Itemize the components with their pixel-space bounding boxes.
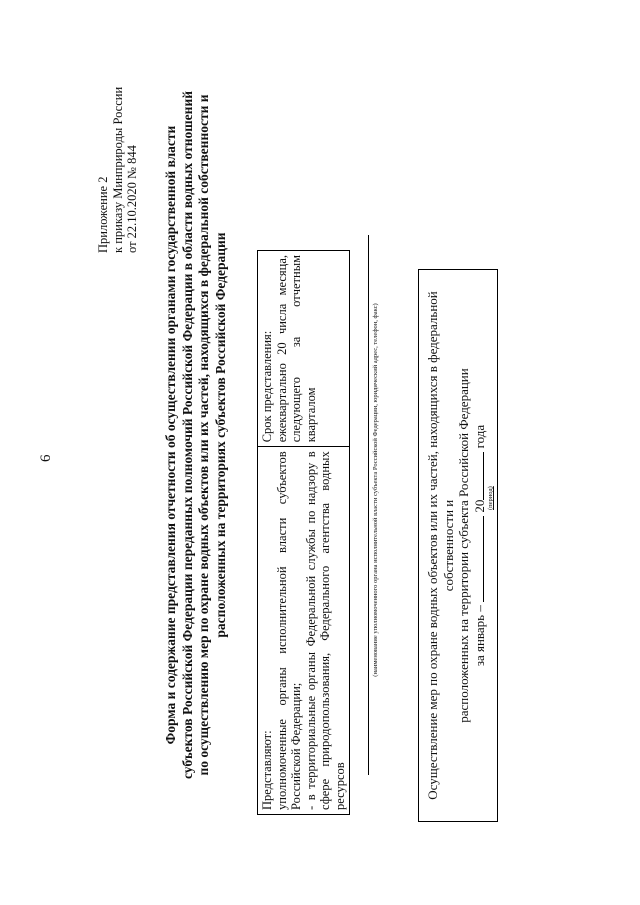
deadline-text: ежеквартально 20 числа месяца, следующего за отчетным кварталом [274, 255, 318, 443]
appendix-line: от 22.10.2020 № 844 [125, 145, 139, 253]
period-prefix: за январь – [471, 605, 487, 667]
title-line: по осуществлению мер по охране водных объектов или их частей, находящихся в федеральной собственности и [196, 94, 211, 776]
title-line: Форма и содержание представления отчетности об осуществлении органами государственной власти [163, 125, 178, 745]
year-suffix: года [471, 424, 487, 449]
appendix-header [96, 87, 140, 253]
appendix-line: Приложение 2 [96, 176, 110, 253]
submitters-recipients: - в территориальные органы Федеральной службы по надзору в сфере природопользования, Федерального агентства водных ресурсов [303, 451, 347, 810]
document-title [163, 85, 229, 785]
submitters-cell [258, 447, 350, 815]
deadline-heading: Срок представления: [260, 330, 274, 443]
year-blank [483, 452, 484, 500]
org-name-caption: (наименование уполномоченного органа исполнительной власти субъекта Российской Федерации, юридический адрес, телефон, факс) [372, 303, 379, 677]
year-prefix: 20 [471, 499, 487, 513]
report-title-box [418, 269, 498, 822]
title-line: расположенных на территориях субъектов Российской Федерации [212, 232, 228, 638]
report-title-line: расположенных на территории субъекта Российской Федерации [456, 368, 471, 723]
info-table [257, 250, 350, 815]
table-row [258, 251, 350, 815]
period-caption: (период) [487, 486, 494, 510]
page-number: 6 [38, 454, 54, 462]
deadline-cell [258, 251, 350, 447]
submitters-heading: Представляют: [260, 730, 274, 810]
period-blank [483, 516, 484, 602]
appendix-line: к приказу Минприроды России [110, 86, 125, 253]
report-title-line: Осуществление мер по охране водных объектов или их частей, находящихся в федеральной собственности и [425, 291, 456, 800]
report-period-line [472, 270, 488, 821]
submitters-text: уполномоченные органы исполнительной власти субъектов Российской Федерации; [274, 451, 303, 810]
title-line: субъектов Российской Федерации переданных полномочий Российской Федерации в области водных отношений [179, 90, 195, 780]
org-name-line [368, 235, 369, 775]
